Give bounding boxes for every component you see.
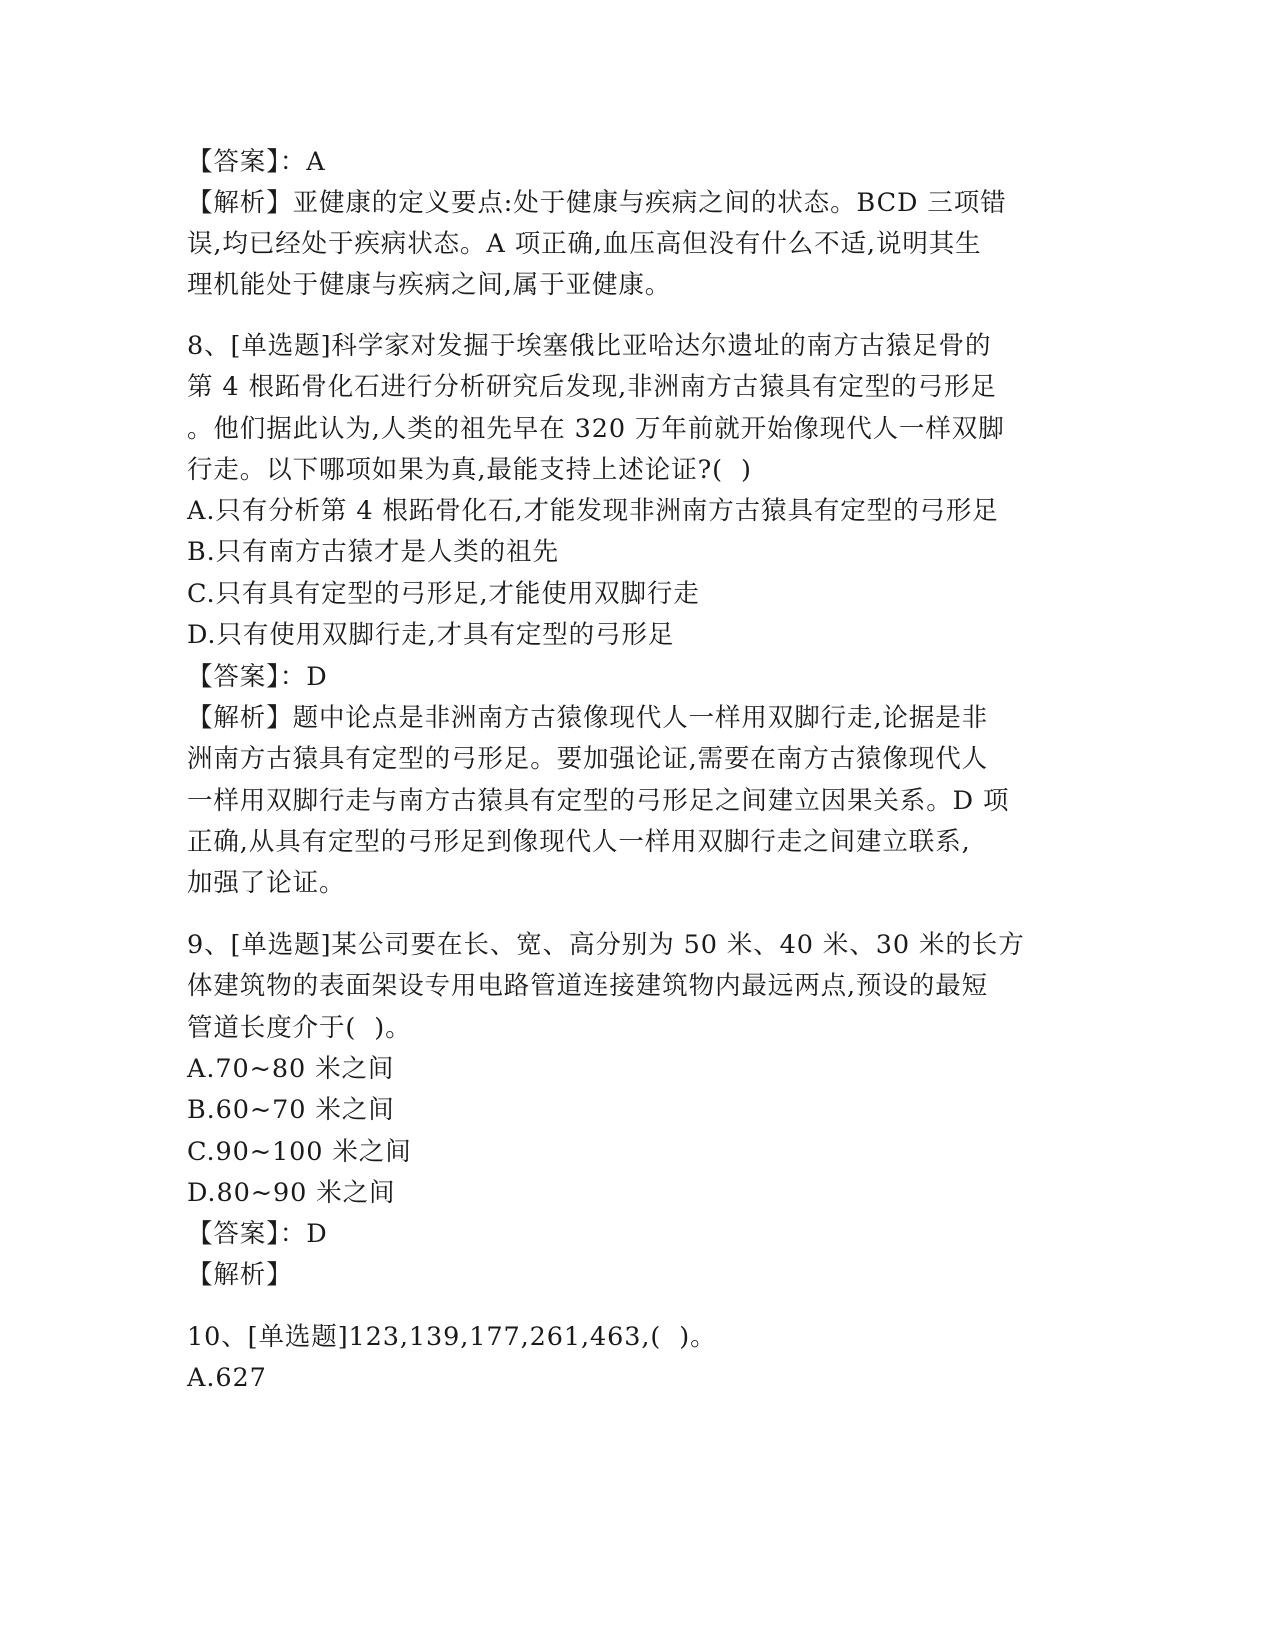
q8-analysis-line: 正确,从具有定型的弓形足到像现代人一样用双脚行走之间建立联系, <box>187 827 971 857</box>
q9-option-a: A.70~80 米之间 <box>187 1054 395 1084</box>
q9-stem-line: 体建筑物的表面架设专用电路管道连接建筑物内最远两点,预设的最短 <box>187 971 989 1001</box>
q8-analysis-line: 一样用双脚行走与南方古猿具有定型的弓形足之间建立因果关系。D 项 <box>187 786 1010 816</box>
q8-analysis-line: 洲南方古猿具有定型的弓形足。要加强论证,需要在南方古猿像现代人 <box>187 744 989 774</box>
q9-answer: 【答案】：D <box>187 1219 328 1249</box>
q9-stem-line: 管道长度介于( )。 <box>187 1013 412 1043</box>
q7-analysis-line: 误,均已经处于疾病状态。A 项正确,血压高但没有什么不适,说明其生 <box>187 229 982 259</box>
q8-option-c: C.只有具有定型的弓形足,才能使用双脚行走 <box>187 579 700 609</box>
q8-stem-line: 第 4 根跖骨化石进行分析研究后发现,非洲南方古猿具有定型的弓形足 <box>187 372 997 402</box>
q8-option-d: D.只有使用双脚行走,才具有定型的弓形足 <box>187 620 675 650</box>
q8-option-b: B.只有南方古猿才是人类的祖先 <box>187 537 559 567</box>
q9-stem-line: 9、[单选题]某公司要在长、宽、高分别为 50 米、40 米、30 米的长方 <box>187 930 1025 960</box>
q9-analysis-label: 【解析】 <box>187 1260 293 1290</box>
q8-stem-line: 行走。以下哪项如果为真,最能支持上述论证?( ) <box>187 455 752 485</box>
q8-stem-line: 8、[单选题]科学家对发掘于埃塞俄比亚哈达尔遗址的南方古猿足骨的 <box>187 331 992 361</box>
q10-option-a: A.627 <box>187 1363 267 1393</box>
q8-analysis-line: 【解析】题中论点是非洲南方古猿像现代人一样用双脚行走,论据是非 <box>187 703 989 733</box>
q9-option-c: C.90~100 米之间 <box>187 1137 412 1167</box>
q10-stem: 10、[单选题]123,139,177,261,463,( )。 <box>187 1322 717 1352</box>
q7-analysis-line: 理机能处于健康与疾病之间,属于亚健康。 <box>187 270 672 300</box>
q9-option-b: B.60~70 米之间 <box>187 1095 395 1125</box>
q7-answer: 【答案】：A <box>187 147 326 177</box>
q8-stem-line: 。他们据此认为,人类的祖先早在 320 万年前就开始像现代人一样双脚 <box>187 414 1005 444</box>
q8-option-a: A.只有分析第 4 根跖骨化石,才能发现非洲南方古猿具有定型的弓形足 <box>187 496 999 526</box>
q9-option-d: D.80~90 米之间 <box>187 1178 396 1208</box>
q8-answer: 【答案】：D <box>187 662 328 692</box>
q7-analysis-line: 【解析】亚健康的定义要点:处于健康与疾病之间的状态。BCD 三项错 <box>187 188 1007 218</box>
q8-analysis-line: 加强了论证。 <box>187 868 346 898</box>
